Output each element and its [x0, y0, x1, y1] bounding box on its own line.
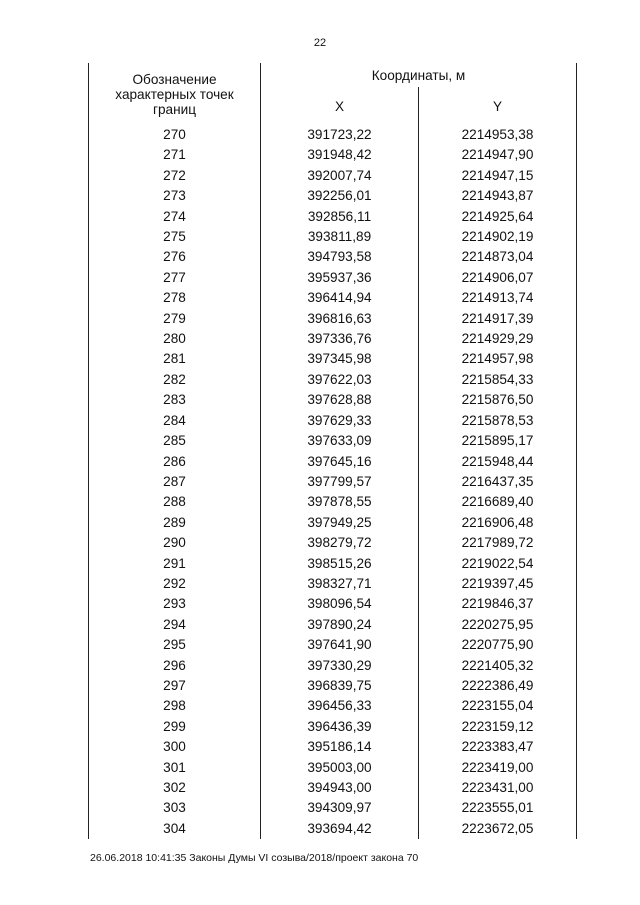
x-coordinate: 398096,54 [261, 594, 419, 614]
x-coordinate: 397890,24 [261, 615, 419, 635]
x-coordinate: 397330,29 [261, 656, 419, 676]
point-id: 297 [89, 676, 261, 696]
point-id: 279 [89, 309, 261, 329]
y-coordinate: 2219397,45 [419, 574, 577, 594]
coordinates-table-container [88, 63, 576, 839]
x-coordinate: 394943,00 [261, 778, 419, 798]
table-row [89, 717, 577, 737]
table-row [89, 207, 577, 227]
x-coordinate: 396436,39 [261, 717, 419, 737]
y-coordinate: 2219846,37 [419, 594, 577, 614]
point-id: 270 [89, 125, 261, 145]
point-id: 275 [89, 227, 261, 247]
y-coordinate: 2223555,01 [419, 798, 577, 818]
point-id: 289 [89, 513, 261, 533]
point-id: 290 [89, 533, 261, 553]
y-coordinate: 2215854,33 [419, 370, 577, 390]
table-row [89, 696, 577, 716]
table-row [89, 554, 577, 574]
x-coordinate: 392256,01 [261, 186, 419, 206]
x-coordinate: 398515,26 [261, 554, 419, 574]
x-coordinate: 395003,00 [261, 758, 419, 778]
point-id: 286 [89, 452, 261, 472]
x-coordinate: 397878,55 [261, 492, 419, 512]
table-row [89, 349, 577, 369]
x-coordinate: 397629,33 [261, 411, 419, 431]
y-coordinate: 2223159,12 [419, 717, 577, 737]
table-row [89, 268, 577, 288]
point-id: 293 [89, 594, 261, 614]
table-row [89, 737, 577, 757]
point-header-line3: границ [153, 101, 196, 117]
point-id: 300 [89, 737, 261, 757]
table-row [89, 656, 577, 676]
x-coordinate: 394793,58 [261, 247, 419, 267]
y-coordinate: 2216906,48 [419, 513, 577, 533]
y-coordinate: 2214913,74 [419, 288, 577, 308]
table-row [89, 125, 577, 145]
point-id: 301 [89, 758, 261, 778]
y-coordinate: 2217989,72 [419, 533, 577, 553]
point-id: 302 [89, 778, 261, 798]
point-id: 287 [89, 472, 261, 492]
x-coordinate: 393811,89 [261, 227, 419, 247]
y-coordinate: 2223155,04 [419, 696, 577, 716]
x-coordinate: 393694,42 [261, 819, 419, 839]
x-coordinate: 397345,98 [261, 349, 419, 369]
x-coordinate: 396414,94 [261, 288, 419, 308]
table-row [89, 390, 577, 410]
point-id: 284 [89, 411, 261, 431]
y-coordinate: 2214957,98 [419, 349, 577, 369]
x-coordinate: 396456,33 [261, 696, 419, 716]
table-row [89, 227, 577, 247]
table-row [89, 594, 577, 614]
x-header: X [261, 87, 419, 125]
y-coordinate: 2215895,17 [419, 431, 577, 451]
y-coordinate: 2220775,90 [419, 635, 577, 655]
table-row [89, 329, 577, 349]
y-coordinate: 2215878,53 [419, 411, 577, 431]
point-id: 296 [89, 656, 261, 676]
y-coordinate: 2223672,05 [419, 819, 577, 839]
table-row [89, 186, 577, 206]
coordinates-table [88, 63, 577, 839]
x-coordinate: 395937,36 [261, 268, 419, 288]
table-row [89, 492, 577, 512]
x-coordinate: 397645,16 [261, 452, 419, 472]
point-id: 285 [89, 431, 261, 451]
page-number: 22 [313, 37, 327, 49]
table-row [89, 513, 577, 533]
y-coordinate: 2214906,07 [419, 268, 577, 288]
y-coordinate: 2214925,64 [419, 207, 577, 227]
x-coordinate: 397628,88 [261, 390, 419, 410]
table-row [89, 370, 577, 390]
x-coordinate: 391948,42 [261, 145, 419, 165]
point-id: 291 [89, 554, 261, 574]
point-id: 299 [89, 717, 261, 737]
y-coordinate: 2223419,00 [419, 758, 577, 778]
y-coordinate: 2214917,39 [419, 309, 577, 329]
table-row [89, 758, 577, 778]
y-coordinate: 2216689,40 [419, 492, 577, 512]
x-coordinate: 391723,22 [261, 125, 419, 145]
point-id: 273 [89, 186, 261, 206]
point-id: 282 [89, 370, 261, 390]
point-id: 294 [89, 615, 261, 635]
table-body [89, 125, 577, 839]
coordinates-header: Координаты, м [261, 63, 577, 87]
point-id: 278 [89, 288, 261, 308]
point-id: 288 [89, 492, 261, 512]
point-id: 271 [89, 145, 261, 165]
y-coordinate: 2215948,44 [419, 452, 577, 472]
y-coordinate: 2214943,87 [419, 186, 577, 206]
x-coordinate: 394309,97 [261, 798, 419, 818]
y-coordinate: 2221405,32 [419, 656, 577, 676]
table-row [89, 615, 577, 635]
point-id: 280 [89, 329, 261, 349]
point-id: 303 [89, 798, 261, 818]
table-row [89, 145, 577, 165]
point-id: 274 [89, 207, 261, 227]
y-coordinate: 2219022,54 [419, 554, 577, 574]
table-row [89, 819, 577, 839]
document-footer: 26.06.2018 10:41:35 Законы Думы VI созыва/2018/проект закона 70 [90, 852, 419, 864]
table-row [89, 247, 577, 267]
x-coordinate: 397799,57 [261, 472, 419, 492]
y-coordinate: 2214929,29 [419, 329, 577, 349]
y-header: Y [419, 87, 577, 125]
x-coordinate: 397949,25 [261, 513, 419, 533]
table-row [89, 431, 577, 451]
x-coordinate: 398327,71 [261, 574, 419, 594]
y-coordinate: 2216437,35 [419, 472, 577, 492]
x-coordinate: 397641,90 [261, 635, 419, 655]
table-row [89, 472, 577, 492]
x-coordinate: 392856,11 [261, 207, 419, 227]
y-coordinate: 2214947,15 [419, 166, 577, 186]
point-header-line2: характерных точек [115, 86, 234, 102]
point-designation-header [89, 63, 261, 125]
point-id: 272 [89, 166, 261, 186]
point-id: 281 [89, 349, 261, 369]
table-row [89, 533, 577, 553]
table-row [89, 778, 577, 798]
y-coordinate: 2223431,00 [419, 778, 577, 798]
x-coordinate: 397633,09 [261, 431, 419, 451]
point-id: 283 [89, 390, 261, 410]
point-id: 304 [89, 819, 261, 839]
point-id: 292 [89, 574, 261, 594]
table-row [89, 452, 577, 472]
point-id: 277 [89, 268, 261, 288]
x-coordinate: 395186,14 [261, 737, 419, 757]
table-row [89, 635, 577, 655]
table-row [89, 411, 577, 431]
x-coordinate: 397336,76 [261, 329, 419, 349]
table-row [89, 574, 577, 594]
table-row [89, 166, 577, 186]
x-coordinate: 397622,03 [261, 370, 419, 390]
y-coordinate: 2214953,38 [419, 125, 577, 145]
y-coordinate: 2222386,49 [419, 676, 577, 696]
table-row [89, 676, 577, 696]
table-row [89, 798, 577, 818]
y-coordinate: 2214947,90 [419, 145, 577, 165]
point-id: 276 [89, 247, 261, 267]
point-id: 295 [89, 635, 261, 655]
table-row [89, 288, 577, 308]
y-coordinate: 2214902,19 [419, 227, 577, 247]
point-header-line1: Обозначение [132, 71, 217, 87]
x-coordinate: 392007,74 [261, 166, 419, 186]
point-id: 298 [89, 696, 261, 716]
x-coordinate: 396816,63 [261, 309, 419, 329]
table-row [89, 309, 577, 329]
x-coordinate: 398279,72 [261, 533, 419, 553]
y-coordinate: 2220275,95 [419, 615, 577, 635]
y-coordinate: 2215876,50 [419, 390, 577, 410]
y-coordinate: 2223383,47 [419, 737, 577, 757]
table-header [89, 63, 577, 125]
x-coordinate: 396839,75 [261, 676, 419, 696]
y-coordinate: 2214873,04 [419, 247, 577, 267]
